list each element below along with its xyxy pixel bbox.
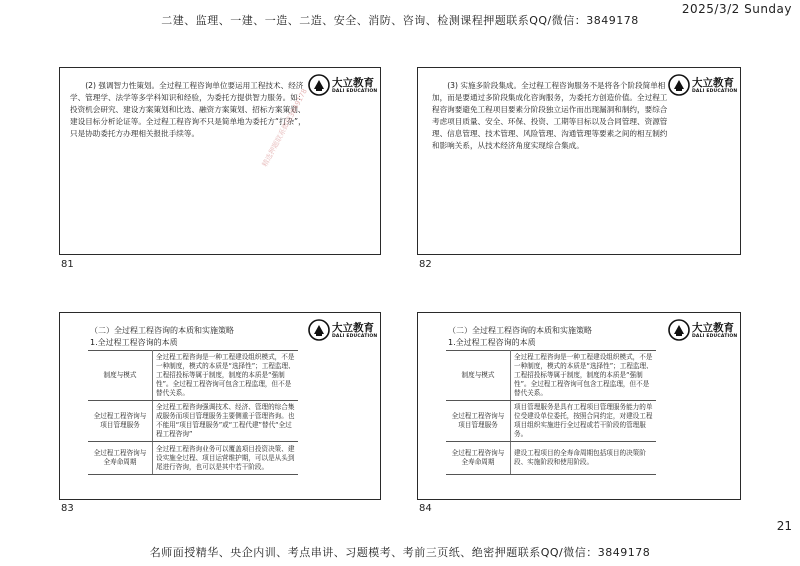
brand-name: 大立教育 (692, 77, 734, 89)
row-header: 制度与模式 (446, 351, 511, 401)
table-row (88, 442, 298, 475)
brand-subtitle: DALI EDUCATION (692, 334, 738, 339)
slide-number: 83 (61, 503, 74, 514)
dali-emblem-icon (308, 74, 330, 96)
table-row (88, 401, 298, 442)
row-header: 全过程工程咨询与全寿命周期 (88, 442, 153, 475)
row-body: 全过程工程咨询是一种工程建设组织模式，不是一种制度，模式的本质是“选择性”；工程监理、工程招投标等属于制度，制度的本质是“强制性”。全过程工程咨询可包含工程监理，但不是替代关系。 (153, 351, 299, 401)
section-title: （二）全过程工程咨询的本质和实施策略 (448, 326, 592, 335)
slide-number: 82 (419, 259, 432, 270)
row-body: 项目管理服务是具有工程项目管理服务能力的单位受建设单位委托，按照合同约定，对建设工程项目组织实施进行全过程或若干阶段的管理服务。 (511, 401, 657, 442)
slide-number: 84 (419, 503, 432, 514)
slide-82 (417, 67, 741, 255)
brand-name: 大立教育 (692, 322, 734, 334)
date-label: 2025/3/2 Sunday (681, 2, 792, 16)
row-body: 全过程工程咨询业务可以覆盖项目投资决策、建设实施全过程、项目运营维护期，可以是从头到尾进行咨询，也可以是其中若干阶段。 (153, 442, 299, 475)
dali-emblem-icon (668, 319, 690, 341)
slide-number: 81 (61, 259, 74, 270)
slide-paragraph: (3) 实施多阶段集成。全过程工程咨询服务不是将各个阶段简单相加，而是要通过多阶段集成化咨询服务，为委托方创造价值。全过程工程咨询要避免工程项目要素分阶段独立运作而出现漏洞和制约，要综合考虑项目质量、安全、环保、投资、工期等目标以及合同管理、资源管理、信息管理、技术管理、风险管理、沟通管理等要素之间的相互制约和影响关系，从技术经济角度实现综合集成。 (432, 81, 668, 150)
table-row (446, 401, 656, 442)
watermark-text: 精选押题联系微信3849178 (260, 87, 309, 169)
slide-81 (59, 67, 381, 255)
comparison-table (446, 350, 656, 475)
brand-logo (668, 319, 738, 345)
row-header: 制度与模式 (88, 351, 153, 401)
table-row (88, 351, 298, 401)
slide-paragraph: (2) 强调智力性策划。全过程工程咨询单位要运用工程技术、经济学、管理学、法学等多学科知识和经验，为委托方提供智力服务。如：投资机会研究、建设方案策划和比选、融资方案策划、招标方案策划、建设目标分析论证等。全过程工程咨询不只是简单地为委托方“打杂”，只是协助委托方办理相关报批手续等。 (70, 81, 306, 138)
section-subtitle: 1.全过程工程咨询的本质 (90, 338, 178, 347)
header-banner: 二建、监理、一建、一造、二造、安全、消防、咨询、检测课程押题联系QQ/微信：3849178 (161, 14, 639, 27)
table-row (446, 351, 656, 401)
brand-name: 大立教育 (332, 77, 374, 89)
section-subtitle: 1.全过程工程咨询的本质 (448, 338, 536, 347)
row-body: 全过程工程咨询强调技术、经济、管理的综合集成服务而项目管理服务主要侧重于管理咨询。也不能用“项目管理服务”或“工程代建”替代“全过程工程咨询” (153, 401, 299, 442)
row-header: 全过程工程咨询与项目管理服务 (88, 401, 153, 442)
row-body: 全过程工程咨询是一种工程建设组织模式，不是一种制度，模式的本质是“选择性”；工程监理、工程招投标等属于制度，制度的本质是“强制性”。全过程工程咨询可包含工程监理，但不是替代关系。 (511, 351, 657, 401)
brand-subtitle: DALI EDUCATION (692, 89, 738, 94)
slide-84 (417, 312, 741, 500)
brand-name: 大立教育 (332, 322, 374, 334)
dali-emblem-icon (668, 74, 690, 96)
brand-logo (308, 319, 378, 345)
brand-subtitle: DALI EDUCATION (332, 334, 378, 339)
footer-banner: 名师面授精华、央企内训、考点串讲、习题模考、考前三页纸、绝密押题联系QQ/微信：3849178 (149, 546, 651, 559)
row-header: 全过程工程咨询与全寿命周期 (446, 442, 511, 475)
brand-subtitle: DALI EDUCATION (332, 89, 378, 94)
row-header: 全过程工程咨询与项目管理服务 (446, 401, 511, 442)
table-row (446, 442, 656, 475)
row-body: 建设工程项目的全寿命周期包括项目的决策阶段、实施阶段和使用阶段。 (511, 442, 657, 475)
slide-83 (59, 312, 381, 500)
brand-logo (308, 74, 378, 100)
section-title: （二）全过程工程咨询的本质和实施策略 (90, 326, 234, 335)
dali-emblem-icon (308, 319, 330, 341)
comparison-table (88, 350, 298, 475)
page-number: 21 (776, 519, 792, 533)
brand-logo (668, 74, 738, 100)
